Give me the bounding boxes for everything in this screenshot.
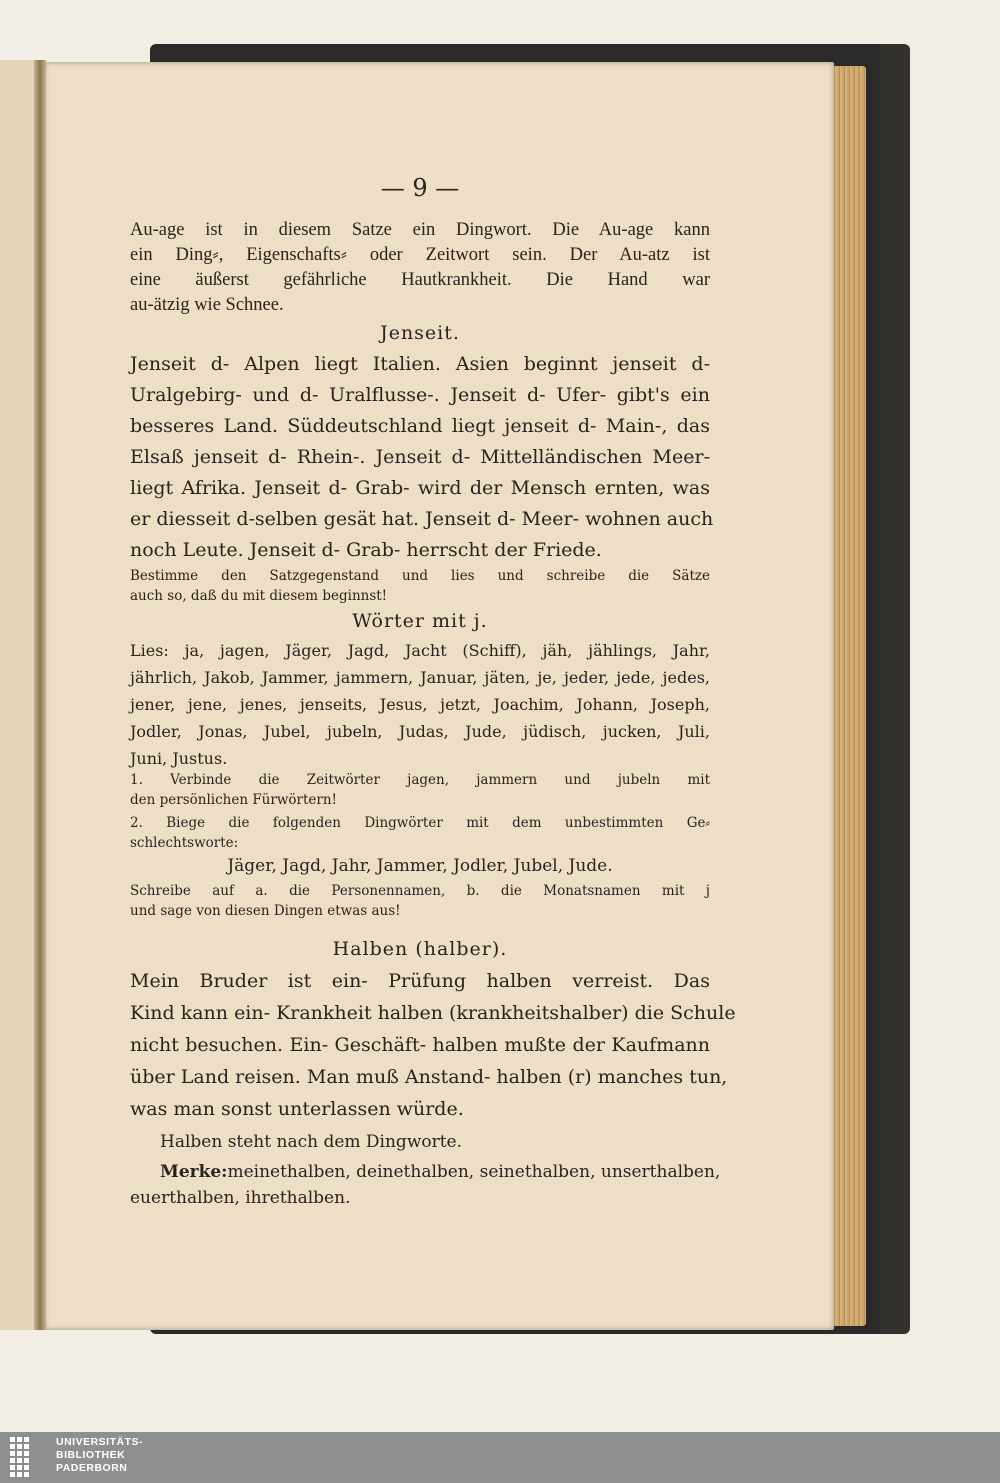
exercise-line: Schreibe auf a. die Personennamen, b. die Monatsnamen mit j	[130, 883, 710, 899]
text-line: Jodler, Jonas, Jubel, jubeln, Judas, Jude, jüdisch, jucken, Juli,	[130, 722, 710, 741]
section-heading: Jenseit.	[380, 322, 460, 344]
book-cover-edge	[880, 44, 910, 1334]
library-logo-icon	[10, 1437, 50, 1479]
text-line: jener, jene, jenes, jenseits, Jesus, jetzt, Joachim, Johann, Joseph,	[130, 695, 710, 714]
text-line: Au-age ist in diesem Satze ein Dingwort. Die Au-age kann	[130, 220, 710, 240]
text-line: ein Ding⸗, Eigenschafts⸗ oder Zeitwort sein. Der Au-atz ist	[130, 245, 710, 265]
merke-label: Merke:	[160, 1162, 228, 1182]
exercise-line: und sage von diesen Dingen etwas aus!	[130, 903, 401, 919]
text-line: was man sonst unterlassen würde.	[130, 1098, 464, 1120]
word-list: Jäger, Jagd, Jahr, Jammer, Jodler, Jubel, Jude.	[227, 856, 613, 876]
library-name-line: UNIVERSITÄTS-	[56, 1436, 144, 1448]
page-number: — 9 —	[380, 174, 460, 202]
exercise-line: schlechtsworte:	[130, 835, 239, 851]
text-line: jährlich, Jakob, Jammer, jammern, Januar, jäten, je, jeder, jede, jedes,	[130, 668, 710, 687]
text-line: eine äußerst gefährliche Hautkrankheit. Die Hand war	[130, 270, 710, 290]
book-gutter	[34, 60, 46, 1330]
text-line: au-ätzig wie Schnee.	[130, 295, 284, 315]
text-line: über Land reisen. Man muß Anstand- halben (r) manches tun,	[130, 1066, 728, 1088]
merke-text: meinethalben, deinethalben, seinethalben, unserthalben,	[227, 1162, 721, 1182]
text-line: Juni, Justus.	[130, 749, 228, 768]
text-line: Kind kann ein- Krankheit halben (krankheitshalber) die Schule	[130, 1002, 736, 1024]
library-name	[56, 1436, 143, 1475]
library-name-line: BIBLIOTHEK	[56, 1449, 126, 1461]
footer-bar	[0, 1432, 1000, 1483]
text-line: Elsaß jenseit d- Rhein-. Jenseit d- Mittelländischen Meer-	[130, 446, 710, 468]
text-line: liegt Afrika. Jenseit d- Grab- wird der Mensch ernten, was	[130, 477, 710, 499]
text-line: besseres Land. Süddeutschland liegt jenseit d- Main-, das	[130, 415, 710, 437]
text-line: nicht besuchen. Ein- Geschäft- halben mußte der Kaufmann	[130, 1034, 710, 1056]
text-line: Jenseit d- Alpen liegt Italien. Asien beginnt jenseit d-	[130, 353, 710, 375]
section-heading: Halben (halber).	[332, 938, 508, 960]
exercise-line: 1. Verbinde die Zeitwörter jagen, jammern und jubeln mit	[130, 772, 710, 788]
text-line: Lies: ja, jagen, Jäger, Jagd, Jacht (Schiff), jäh, jählings, Jahr,	[130, 641, 710, 660]
text-line: noch Leute. Jenseit d- Grab- herrscht der Friede.	[130, 539, 602, 561]
exercise-line: 2. Biege die folgenden Dingwörter mit dem unbestimmten Ge⸗	[130, 815, 710, 831]
text-line: Uralgebirg- und d- Uralflusse-. Jenseit d- Ufer- gibt's ein	[130, 384, 710, 406]
exercise-line: Bestimme den Satzgegenstand und lies und schreibe die Sätze	[130, 568, 710, 584]
exercise-line: auch so, daß du mit diesem beginnst!	[130, 588, 388, 604]
text-line: Halben steht nach dem Dingworte.	[160, 1132, 463, 1152]
text-line: Mein Bruder ist ein- Prüfung halben verreist. Das	[130, 970, 710, 992]
library-name-line: PADERBORN	[56, 1462, 128, 1474]
text-line	[160, 1162, 721, 1182]
exercise-line: den persönlichen Fürwörtern!	[130, 792, 337, 808]
text-line: er diesseit d-selben gesät hat. Jenseit d- Meer- wohnen auch	[130, 508, 714, 530]
page-edges	[832, 66, 866, 1326]
section-heading: Wörter mit j.	[352, 610, 488, 632]
text-line: euerthalben, ihrethalben.	[130, 1188, 351, 1208]
